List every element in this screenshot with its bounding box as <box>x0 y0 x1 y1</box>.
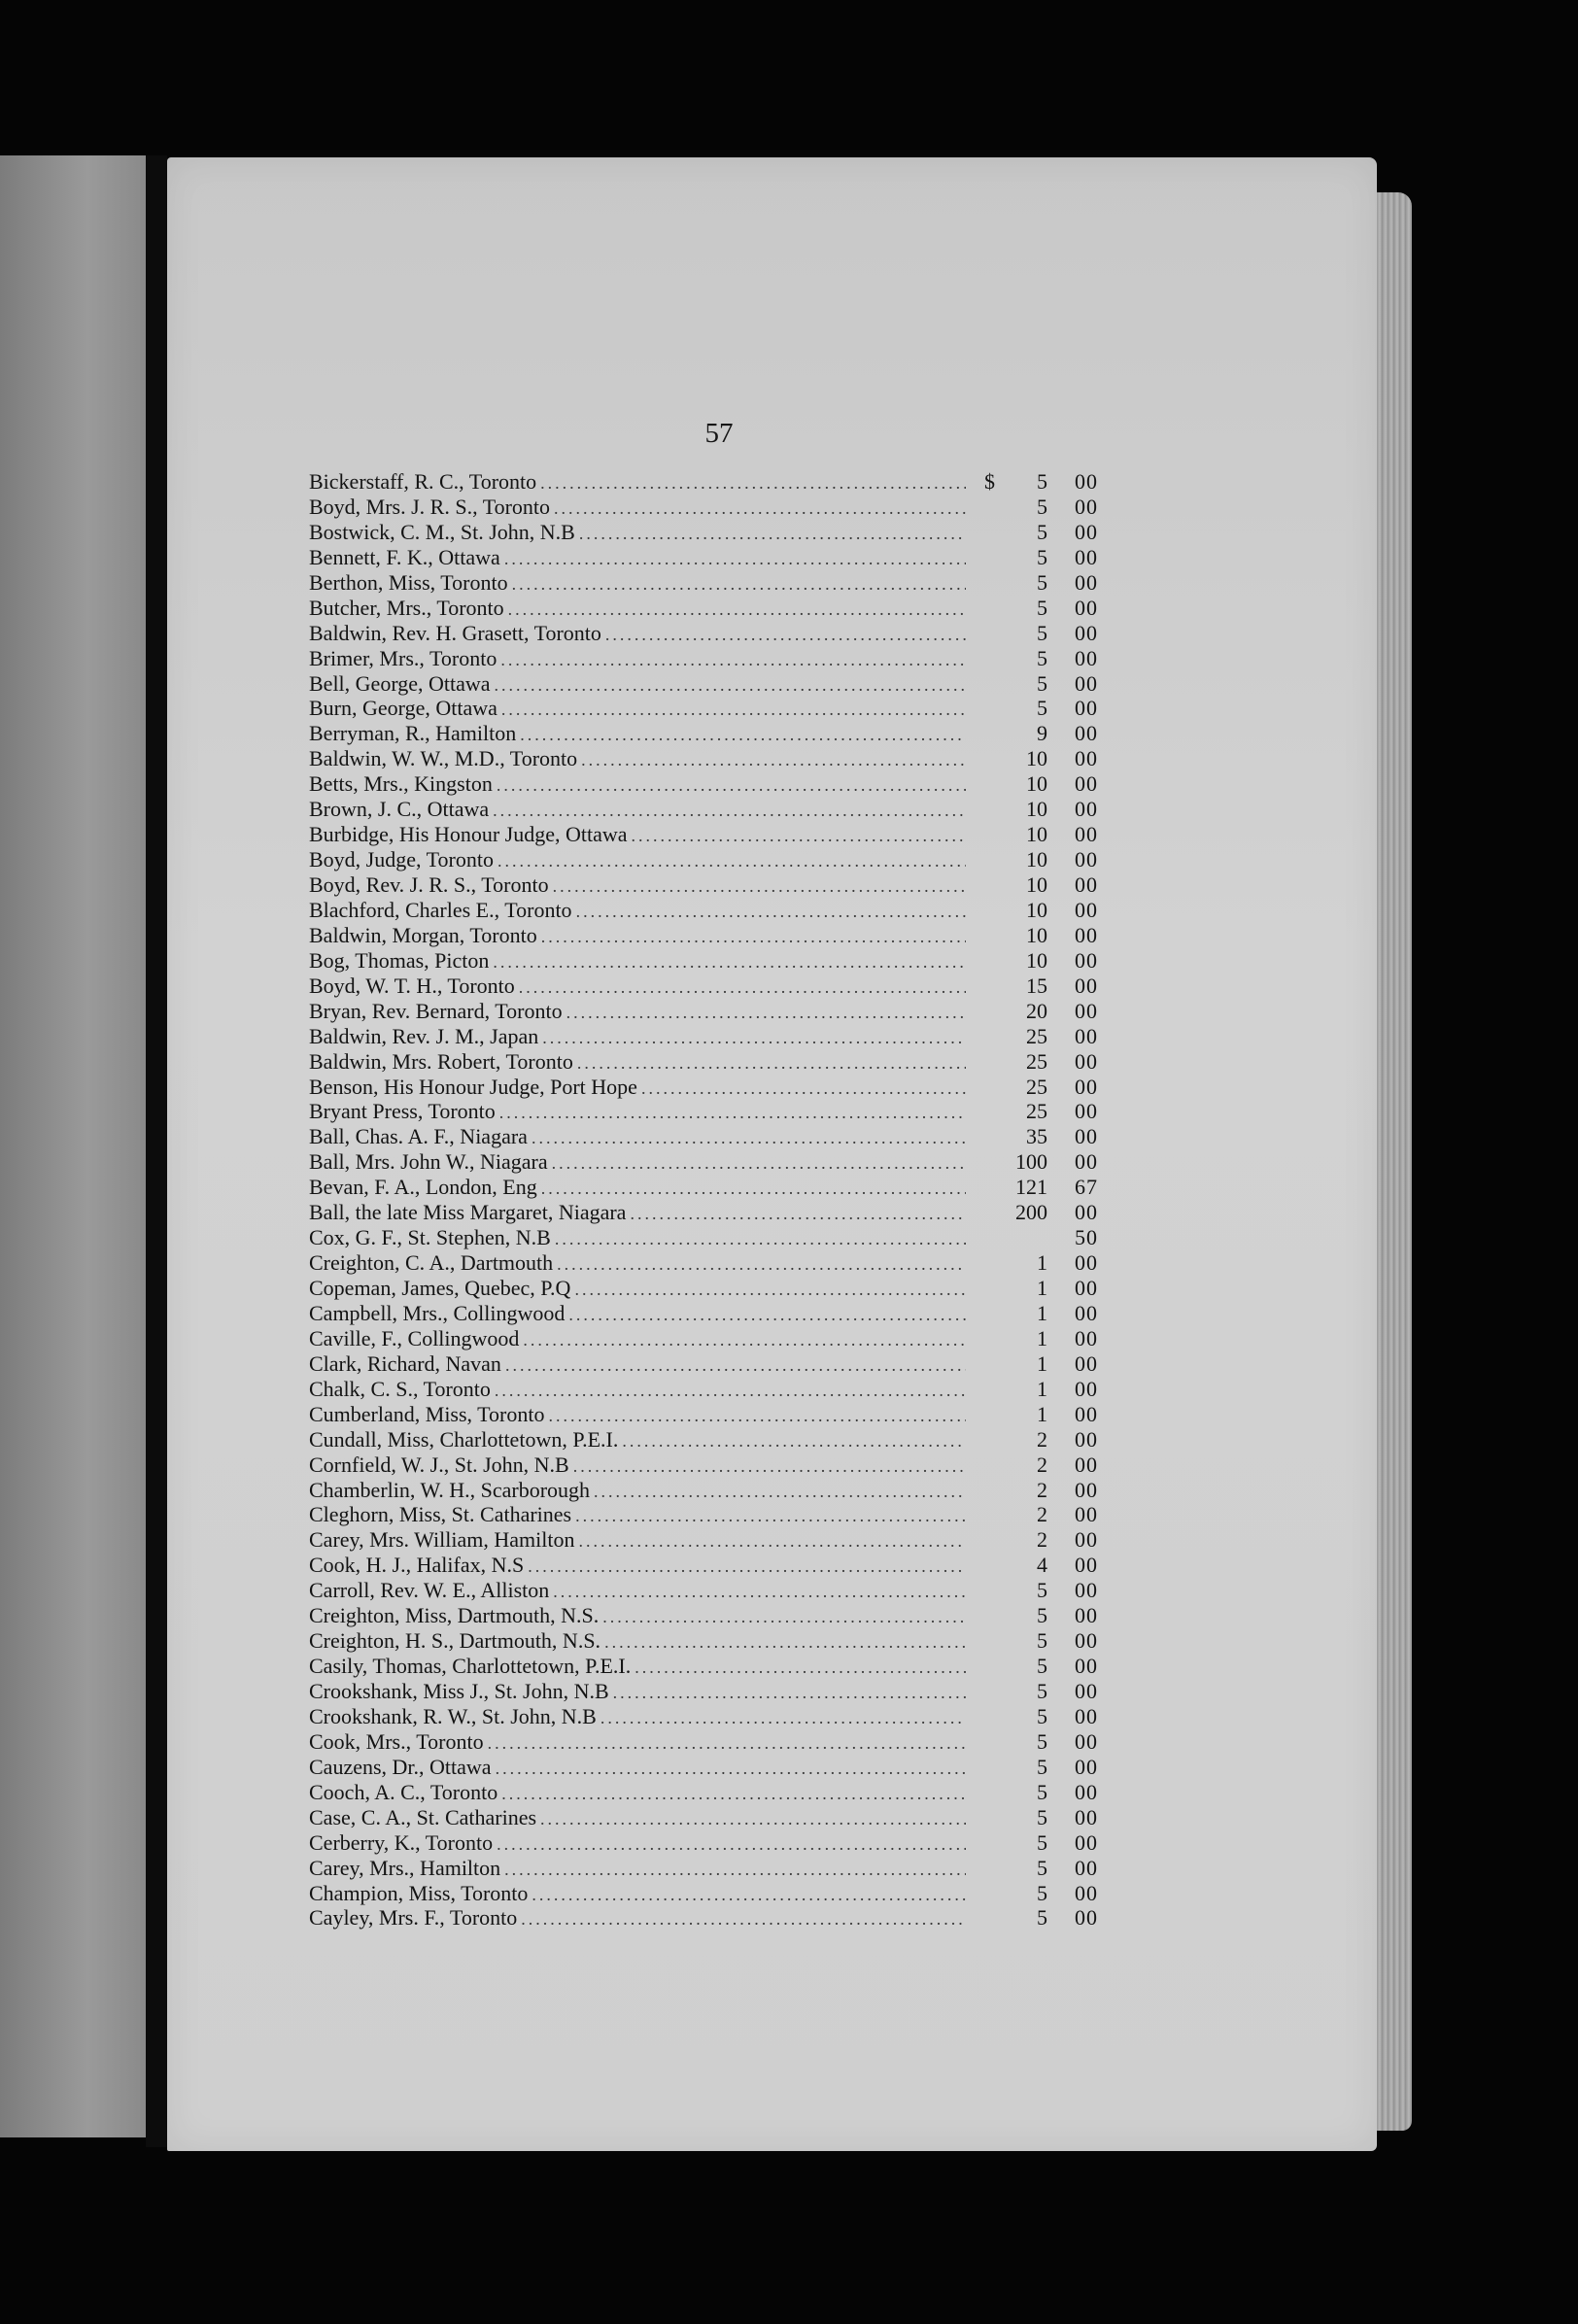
subscriber-name: Bickerstaff, R. C., Toronto <box>309 469 537 494</box>
ledger-row <box>309 696 1098 721</box>
subscriber-name: Cundall, Miss, Charlottetown, P.E.I. <box>309 1426 619 1452</box>
ledger-row <box>309 1679 1098 1704</box>
amount-cents: 00 <box>1075 822 1098 847</box>
amount-dollars: 5 <box>1037 1754 1047 1779</box>
amount-dollars: 10 <box>1026 872 1047 897</box>
dot-leader <box>579 522 966 547</box>
amount-dollars: 5 <box>1037 595 1047 620</box>
dot-leader <box>541 925 966 950</box>
dot-leader <box>495 673 966 699</box>
amount-cents: 00 <box>1075 1855 1098 1880</box>
amount-cents: 00 <box>1075 1603 1098 1628</box>
amount-cents: 00 <box>1075 947 1098 973</box>
dot-leader <box>493 950 966 975</box>
subscriber-name: Bog, Thomas, Picton <box>309 947 490 973</box>
ledger-row <box>309 1149 1098 1175</box>
amount-cents: 00 <box>1075 469 1098 494</box>
amount-cents: 00 <box>1075 620 1098 645</box>
amount-cents: 00 <box>1075 973 1098 998</box>
amount-cents: 00 <box>1075 1880 1098 1905</box>
ledger-row <box>309 1628 1098 1654</box>
amount-cents: 00 <box>1075 519 1098 544</box>
amount-dollars: 1 <box>1037 1325 1047 1350</box>
dot-leader <box>577 1051 966 1077</box>
ledger-row <box>309 570 1098 596</box>
ledger-row <box>309 1830 1098 1856</box>
dot-leader <box>568 1303 966 1328</box>
amount-dollars: 5 <box>1037 1779 1047 1804</box>
dot-leader <box>632 824 966 849</box>
ledger-row <box>309 1856 1098 1881</box>
dot-leader <box>497 849 966 874</box>
amount-cents: 00 <box>1075 998 1098 1023</box>
amount-cents: 00 <box>1075 1728 1098 1754</box>
dot-leader <box>496 1757 966 1782</box>
subscriber-name: Baldwin, W. W., M.D., Toronto <box>309 746 578 771</box>
ledger-row <box>309 1402 1098 1427</box>
subscriber-name: Chamberlin, W. H., Scarborough <box>309 1477 591 1502</box>
amount-dollars: 10 <box>1026 922 1047 947</box>
ledger-row <box>309 872 1098 898</box>
amount-dollars: 1 <box>1037 1350 1047 1376</box>
amount-cents: 00 <box>1075 1401 1098 1426</box>
dot-leader <box>574 1278 966 1303</box>
amount-dollars: 5 <box>1037 1728 1047 1754</box>
subscriber-name: Brown, J. C., Ottawa <box>309 797 490 822</box>
dot-leader <box>505 1353 966 1379</box>
dot-leader <box>573 1454 966 1480</box>
ledger-row <box>309 999 1098 1024</box>
dot-leader <box>602 1605 966 1630</box>
dot-leader <box>541 1177 966 1202</box>
amount-dollars: 10 <box>1026 847 1047 872</box>
subscriber-name: Campbell, Mrs., Collingwood <box>309 1300 566 1325</box>
ledger-row <box>309 1326 1098 1351</box>
amount-cents: 50 <box>1075 1225 1098 1250</box>
page-number: 57 <box>704 418 734 449</box>
amount-dollars: 10 <box>1026 947 1047 973</box>
amount-cents: 00 <box>1075 544 1098 569</box>
ledger-row <box>309 1099 1098 1124</box>
dot-leader <box>500 648 966 673</box>
subscriber-name: Cook, H. J., Halifax, N.S <box>309 1553 525 1578</box>
dot-leader <box>497 1832 966 1858</box>
amount-cents: 00 <box>1075 1149 1098 1175</box>
amount-cents: 00 <box>1075 1325 1098 1350</box>
amount-cents: 00 <box>1075 595 1098 620</box>
ledger-row <box>309 1654 1098 1679</box>
ledger-row <box>309 495 1098 520</box>
amount-dollars: 25 <box>1026 1048 1047 1074</box>
amount-dollars: 25 <box>1026 1074 1047 1099</box>
amount-cents: 00 <box>1075 1905 1098 1931</box>
subscriber-name: Cauzens, Dr., Ottawa <box>309 1754 492 1779</box>
subscriber-name: Boyd, Rev. J. R. S., Toronto <box>309 872 549 897</box>
amount-cents: 00 <box>1075 847 1098 872</box>
subscriber-name: Blachford, Charles E., Toronto <box>309 897 572 922</box>
amount-dollars: 200 <box>1015 1200 1047 1225</box>
ledger-row <box>309 520 1098 545</box>
subscriber-name: Cooch, A. C., Toronto <box>309 1779 498 1804</box>
amount-cents: 00 <box>1075 1376 1098 1401</box>
amount-dollars: 5 <box>1037 1628 1047 1654</box>
subscriber-name: Berryman, R., Hamilton <box>309 721 517 746</box>
dot-leader <box>581 748 966 773</box>
amount-cents: 00 <box>1075 696 1098 721</box>
dot-leader <box>501 698 966 723</box>
amount-dollars: 5 <box>1037 620 1047 645</box>
amount-cents: 00 <box>1075 1804 1098 1829</box>
amount-cents: 00 <box>1075 670 1098 696</box>
subscriber-name: Champion, Miss, Toronto <box>309 1880 529 1905</box>
amount-dollars: 5 <box>1037 670 1047 696</box>
amount-dollars: 15 <box>1026 973 1047 998</box>
dot-leader <box>605 623 966 648</box>
amount-dollars: 5 <box>1037 569 1047 595</box>
amount-dollars: 25 <box>1026 1099 1047 1124</box>
amount-dollars: 5 <box>1037 696 1047 721</box>
subscriber-name: Baldwin, Rev. H. Grasett, Toronto <box>309 620 601 645</box>
ledger-row <box>309 771 1098 797</box>
amount-cents: 00 <box>1075 1200 1098 1225</box>
subscriber-name: Cayley, Mrs. F., Toronto <box>309 1905 518 1931</box>
subscriber-name: Carroll, Rev. W. E., Alliston <box>309 1578 550 1603</box>
ledger-row <box>309 1049 1098 1075</box>
amount-cents: 00 <box>1075 494 1098 519</box>
subscriber-name: Butcher, Mrs., Toronto <box>309 595 504 620</box>
dot-leader <box>600 1706 966 1731</box>
amount-cents: 00 <box>1075 897 1098 922</box>
ledger-row <box>309 721 1098 746</box>
amount-cents: 00 <box>1075 1477 1098 1502</box>
subscriber-name: Caville, F., Collingwood <box>309 1325 520 1350</box>
amount-cents: 00 <box>1075 771 1098 797</box>
subscriber-name: Creighton, Miss, Dartmouth, N.S. <box>309 1603 600 1628</box>
amount-cents: 00 <box>1075 1250 1098 1276</box>
subscriber-name: Baldwin, Mrs. Robert, Toronto <box>309 1048 573 1074</box>
amount-dollars: 1 <box>1037 1250 1047 1276</box>
amount-dollars: 2 <box>1037 1426 1047 1452</box>
amount-cents: 00 <box>1075 1754 1098 1779</box>
ledger-row <box>309 1175 1098 1200</box>
amount-cents: 00 <box>1075 746 1098 771</box>
subscriber-name: Brimer, Mrs., Toronto <box>309 645 497 670</box>
ledger-row <box>309 545 1098 570</box>
amount-dollars: 5 <box>1037 645 1047 670</box>
dot-leader <box>528 1555 966 1580</box>
ledger-row <box>309 1377 1098 1402</box>
subscriber-name: Cook, Mrs., Toronto <box>309 1728 484 1754</box>
amount-dollars: 10 <box>1026 771 1047 797</box>
ledger-row <box>309 948 1098 974</box>
dot-leader <box>540 1807 966 1832</box>
dot-leader <box>576 900 966 925</box>
amount-dollars: 5 <box>1037 519 1047 544</box>
subscriber-name: Ball, Mrs. John W., Niagara <box>309 1149 548 1175</box>
subscriber-name: Case, C. A., St. Catharines <box>309 1804 537 1829</box>
amount-dollars: 5 <box>1037 494 1047 519</box>
dot-leader <box>532 1883 966 1908</box>
amount-dollars: 5 <box>1037 469 1047 494</box>
amount-dollars: 25 <box>1026 1023 1047 1048</box>
amount-dollars: 1 <box>1037 1376 1047 1401</box>
subscriber-name: Crookshank, Miss J., St. John, N.B <box>309 1679 609 1703</box>
ledger-row <box>309 1704 1098 1729</box>
ledger-row <box>309 1301 1098 1326</box>
amount-dollars: 5 <box>1037 1905 1047 1931</box>
amount-dollars: 10 <box>1026 746 1047 771</box>
ledger-row <box>309 822 1098 847</box>
dot-leader <box>553 1580 966 1605</box>
amount-cents: 00 <box>1075 1426 1098 1452</box>
dot-leader <box>493 799 966 824</box>
subscription-list <box>309 469 1098 1931</box>
dot-leader <box>578 1529 966 1555</box>
dot-leader <box>521 1907 966 1932</box>
amount-cents: 00 <box>1075 1023 1098 1048</box>
amount-dollars: 5 <box>1037 1679 1047 1703</box>
amount-cents: 00 <box>1075 1300 1098 1325</box>
dot-leader <box>622 1429 966 1454</box>
subscriber-name: Clark, Richard, Navan <box>309 1350 501 1376</box>
dot-leader <box>512 572 966 598</box>
ledger-row <box>309 596 1098 621</box>
amount-dollars: 121 <box>1015 1175 1047 1200</box>
amount-dollars: 5 <box>1037 1880 1047 1905</box>
ledger-row <box>309 1427 1098 1452</box>
subscriber-name: Bevan, F. A., London, Eng <box>309 1175 537 1200</box>
subscriber-name: Cox, G. F., St. Stephen, N.B <box>309 1225 551 1250</box>
amount-dollars: 5 <box>1037 1703 1047 1728</box>
amount-cents: 00 <box>1075 1074 1098 1099</box>
ledger-row <box>309 898 1098 923</box>
subscriber-name: Cerberry, K., Toronto <box>309 1829 494 1855</box>
amount-dollars: 35 <box>1026 1124 1047 1149</box>
amount-dollars: 10 <box>1026 822 1047 847</box>
amount-dollars: 100 <box>1015 1149 1047 1175</box>
amount-cents: 00 <box>1075 721 1098 746</box>
subscriber-name: Cumberland, Miss, Toronto <box>309 1401 545 1426</box>
ledger-row <box>309 1351 1098 1377</box>
subscriber-name: Cleghorn, Miss, St. Catharines <box>309 1502 572 1527</box>
subscriber-name: Boyd, Mrs. J. R. S., Toronto <box>309 494 551 519</box>
dot-leader <box>504 1858 966 1883</box>
ledger-row <box>309 1225 1098 1250</box>
dot-leader <box>499 1101 966 1126</box>
amount-dollars: 2 <box>1037 1502 1047 1527</box>
subscriber-name: Boyd, Judge, Toronto <box>309 847 494 872</box>
amount-dollars: 5 <box>1037 1654 1047 1679</box>
subscriber-name: Carey, Mrs. William, Hamilton <box>309 1527 575 1553</box>
subscriber-name: Betts, Mrs., Kingston <box>309 771 493 797</box>
page-stack-edge <box>1377 192 1412 2131</box>
ledger-row <box>309 1124 1098 1149</box>
subscriber-name: Bell, George, Ottawa <box>309 670 491 696</box>
subscriber-name: Crookshank, R. W., St. John, N.B <box>309 1703 597 1728</box>
amount-cents: 00 <box>1075 1452 1098 1477</box>
amount-dollars: 1 <box>1037 1401 1047 1426</box>
amount-dollars: 4 <box>1037 1553 1047 1578</box>
dot-leader <box>495 1379 966 1404</box>
amount-dollars: 1 <box>1037 1300 1047 1325</box>
subscriber-name: Bryant Press, Toronto <box>309 1099 496 1124</box>
book-spine <box>146 155 167 2147</box>
amount-cents: 00 <box>1075 1703 1098 1728</box>
amount-cents: 00 <box>1075 1099 1098 1124</box>
subscriber-name: Bryan, Rev. Bernard, Toronto <box>309 998 563 1023</box>
amount-cents: 00 <box>1075 1276 1098 1300</box>
subscriber-name: Creighton, H. S., Dartmouth, N.S. <box>309 1628 601 1654</box>
dot-leader <box>566 1001 966 1026</box>
dot-leader <box>554 496 966 522</box>
ledger-row <box>309 469 1098 495</box>
left-page-edge <box>0 155 146 2137</box>
dot-leader <box>497 773 966 799</box>
subscriber-name: Berthon, Miss, Toronto <box>309 569 508 595</box>
dot-leader <box>488 1731 966 1757</box>
ledger-row <box>309 1276 1098 1301</box>
dot-leader <box>520 723 966 748</box>
dot-leader <box>575 1504 966 1529</box>
dot-leader <box>613 1681 966 1706</box>
amount-cents: 00 <box>1075 922 1098 947</box>
amount-dollars: 5 <box>1037 1804 1047 1829</box>
amount-cents: 00 <box>1075 1654 1098 1679</box>
amount-dollars: 5 <box>1037 1603 1047 1628</box>
amount-cents: 00 <box>1075 1829 1098 1855</box>
ledger-row <box>309 797 1098 822</box>
subscriber-name: Casily, Thomas, Charlottetown, P.E.I. <box>309 1654 632 1679</box>
ledger-row <box>309 1200 1098 1225</box>
amount-cents: 00 <box>1075 872 1098 897</box>
amount-cents: 00 <box>1075 569 1098 595</box>
amount-dollars: 10 <box>1026 797 1047 822</box>
dot-leader <box>553 874 966 900</box>
dot-leader <box>523 1328 966 1353</box>
subscriber-name: Creighton, C. A., Dartmouth <box>309 1250 554 1276</box>
dot-leader <box>555 1227 966 1252</box>
amount-cents: 67 <box>1075 1175 1098 1200</box>
subscriber-name: Ball, Chas. A. F., Niagara <box>309 1124 528 1149</box>
amount-cents: 00 <box>1075 1502 1098 1527</box>
amount-cents: 00 <box>1075 1779 1098 1804</box>
subscriber-name: Burn, George, Ottawa <box>309 696 497 721</box>
ledger-row <box>309 1553 1098 1578</box>
ledger-row <box>309 746 1098 771</box>
dot-leader <box>501 1782 966 1807</box>
subscriber-name: Baldwin, Rev. J. M., Japan <box>309 1023 539 1048</box>
dot-leader <box>519 975 966 1001</box>
ledger-row <box>309 923 1098 948</box>
dot-leader <box>540 471 966 496</box>
ledger-row <box>309 646 1098 671</box>
amount-dollars: 1 <box>1037 1276 1047 1300</box>
subscriber-name: Burbidge, His Honour Judge, Ottawa <box>309 822 628 847</box>
ledger-row <box>309 1452 1098 1478</box>
ledger-row <box>309 1780 1098 1805</box>
ledger-row <box>309 621 1098 646</box>
subscriber-name: Bostwick, C. M., St. John, N.B <box>309 519 575 544</box>
ledger-row <box>309 1755 1098 1780</box>
dot-leader <box>630 1202 966 1227</box>
currency-symbol: $ <box>984 469 995 494</box>
ledger-row <box>309 1905 1098 1931</box>
dot-leader <box>542 1026 966 1051</box>
dot-leader <box>604 1630 966 1656</box>
amount-cents: 00 <box>1075 1553 1098 1578</box>
subscriber-name: Benson, His Honour Judge, Port Hope <box>309 1074 637 1099</box>
amount-cents: 00 <box>1075 1124 1098 1149</box>
ledger-row <box>309 1075 1098 1100</box>
subscriber-name: Bennett, F. K., Ottawa <box>309 544 500 569</box>
subscriber-name: Ball, the late Miss Margaret, Niagara <box>309 1200 627 1225</box>
amount-cents: 00 <box>1075 1048 1098 1074</box>
dot-leader <box>532 1126 966 1151</box>
ledger-row <box>309 671 1098 697</box>
subscriber-name: Baldwin, Morgan, Toronto <box>309 922 537 947</box>
ledger-row <box>309 1024 1098 1049</box>
ledger-row <box>309 1603 1098 1628</box>
subscriber-name: Cornfield, W. J., St. John, N.B <box>309 1452 569 1477</box>
amount-cents: 00 <box>1075 1628 1098 1654</box>
ledger-row <box>309 1478 1098 1503</box>
amount-cents: 00 <box>1075 645 1098 670</box>
dot-leader <box>504 547 966 572</box>
ledger-row <box>309 974 1098 999</box>
ledger-row <box>309 1729 1098 1755</box>
subscriber-name: Copeman, James, Quebec, P.Q <box>309 1276 571 1300</box>
amount-cents: 00 <box>1075 1350 1098 1376</box>
dot-leader <box>641 1077 966 1102</box>
ledger-row <box>309 847 1098 872</box>
subscriber-name: Boyd, W. T. H., Toronto <box>309 973 515 998</box>
amount-cents: 00 <box>1075 1578 1098 1603</box>
amount-cents: 00 <box>1075 1527 1098 1553</box>
amount-cents: 00 <box>1075 797 1098 822</box>
subscriber-name: Chalk, C. S., Toronto <box>309 1376 491 1401</box>
amount-dollars: 9 <box>1037 721 1047 746</box>
amount-dollars: 2 <box>1037 1527 1047 1553</box>
dot-leader <box>549 1404 967 1429</box>
dot-leader <box>635 1656 966 1681</box>
amount-dollars: 2 <box>1037 1477 1047 1502</box>
ledger-row <box>309 1578 1098 1603</box>
subscriber-name: Carey, Mrs., Hamilton <box>309 1855 501 1880</box>
dot-leader <box>552 1151 966 1177</box>
amount-dollars: 5 <box>1037 1578 1047 1603</box>
amount-dollars: 10 <box>1026 897 1047 922</box>
amount-dollars: 5 <box>1037 544 1047 569</box>
dot-leader <box>557 1252 966 1278</box>
amount-dollars: 2 <box>1037 1452 1047 1477</box>
amount-dollars: 5 <box>1037 1855 1047 1880</box>
ledger-row <box>309 1502 1098 1527</box>
amount-dollars: 20 <box>1026 998 1047 1023</box>
ledger-row <box>309 1250 1098 1276</box>
ledger-row <box>309 1805 1098 1830</box>
amount-dollars: 5 <box>1037 1829 1047 1855</box>
amount-cents: 00 <box>1075 1679 1098 1703</box>
ledger-row <box>309 1527 1098 1553</box>
dot-leader <box>508 598 966 623</box>
dot-leader <box>594 1480 966 1505</box>
ledger-row <box>309 1881 1098 1906</box>
